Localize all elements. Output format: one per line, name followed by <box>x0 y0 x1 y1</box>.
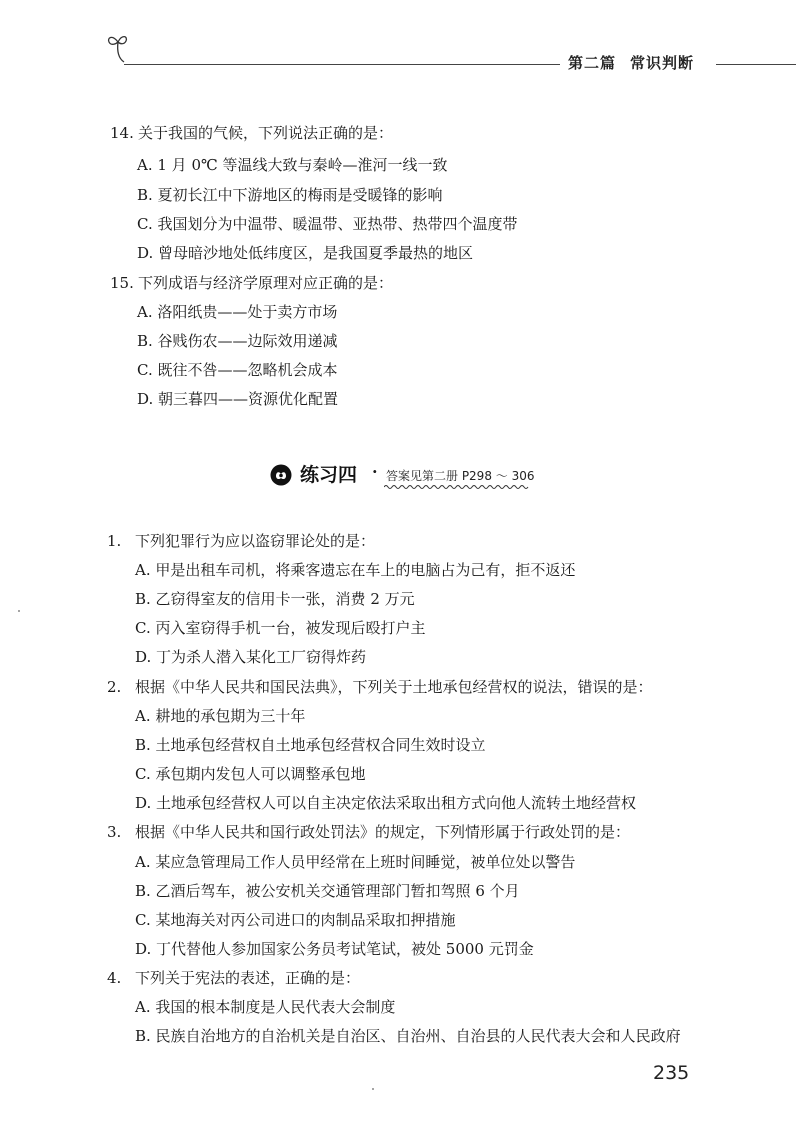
flower-badge-icon <box>270 464 292 486</box>
header-title <box>568 52 694 73</box>
question-stem <box>107 968 360 988</box>
option-item: A. 某应急管理局工作人员甲经常在上班时间睡觉，被单位处以警告 <box>135 853 576 871</box>
wavy-underline <box>384 484 530 490</box>
section-separator: · <box>372 462 378 481</box>
option-item: A. 我国的根本制度是人民代表大会制度 <box>135 998 396 1016</box>
question-number: 4. <box>107 969 122 987</box>
option-item: C. 承包期内发包人可以调整承包地 <box>135 765 366 783</box>
option-item: D. 丁为杀人潜入某化工厂窃得炸药 <box>135 648 367 666</box>
option-item: B. 谷贱伤农——边际效用递减 <box>137 332 338 350</box>
question-number: 1. <box>107 532 122 550</box>
option-item: B. 夏初长江中下游地区的梅雨是受暖锋的影响 <box>137 186 443 204</box>
option-item: D. 土地承包经营权人可以自主决定依法采取出租方式向他人流转土地经营权 <box>135 794 637 812</box>
option-item: D. 朝三暮四——资源优化配置 <box>137 390 339 408</box>
question-number: 2. <box>107 678 122 696</box>
header-part: 第二篇 <box>568 54 617 72</box>
option-item: B. 乙窃得室友的信用卡一张，消费 2 万元 <box>135 590 415 608</box>
option-item: B. 乙酒后驾车，被公安机关交通管理部门暂扣驾照 6 个月 <box>135 882 520 900</box>
option-item: A. 洛阳纸贵——处于卖方市场 <box>137 303 338 321</box>
question-text: 下列关于宪法的表述，正确的是： <box>135 969 361 987</box>
section-title: 练习四 <box>300 464 358 486</box>
scan-speck <box>18 610 20 612</box>
question-text: 关于我国的气候，下列说法正确的是： <box>138 124 394 142</box>
question-text: 根据《中华人民共和国行政处罚法》的规定，下列情形属于行政处罚的是： <box>135 823 631 841</box>
option-item: A. 1 月 0℃ 等温线大致与秦岭—淮河一线一致 <box>137 156 448 174</box>
answer-reference: 答案见第二册 P298 ～ 306 <box>386 469 535 483</box>
option-item: C. 某地海关对丙公司进口的肉制品采取扣押措施 <box>135 911 456 929</box>
question-stem <box>110 123 393 143</box>
question-text: 根据《中华人民共和国民法典》，下列关于土地承包经营权的说法，错误的是： <box>135 678 653 696</box>
header-rule-right <box>716 64 796 65</box>
option-item: B. 土地承包经营权自土地承包经营权合同生效时设立 <box>135 736 486 754</box>
option-item: A. 耕地的承包期为三十年 <box>135 707 306 725</box>
question-stem <box>107 822 630 842</box>
header-rule-left <box>124 64 560 65</box>
question-stem <box>107 677 653 697</box>
option-item: B. 民族自治地方的自治机关是自治区、自治州、自治县的人民代表大会和人民政府 <box>135 1027 681 1045</box>
question-number: 3. <box>107 823 122 841</box>
question-stem <box>110 273 393 293</box>
question-text: 下列成语与经济学原理对应正确的是： <box>138 274 394 292</box>
question-stem <box>107 531 375 551</box>
option-item: D. 丁代替他人参加国家公务员考试笔试，被处 5000 元罚金 <box>135 940 534 958</box>
header-section-title: 常识判断 <box>630 54 695 72</box>
question-number: 14. <box>110 124 134 142</box>
page-header <box>0 30 800 80</box>
page-number: 235 <box>653 1062 690 1084</box>
question-number: 15. <box>110 274 134 292</box>
option-item: D. 曾母暗沙地处低纬度区，是我国夏季最热的地区 <box>137 244 474 262</box>
sprout-icon <box>106 32 130 66</box>
option-item: C. 既往不咎——忽略机会成本 <box>137 361 338 379</box>
option-item: C. 丙入室窃得手机一台，被发现后殴打户主 <box>135 619 426 637</box>
option-item: C. 我国划分为中温带、暖温带、亚热带、热带四个温度带 <box>137 215 518 233</box>
question-text: 下列犯罪行为应以盗窃罪论处的是： <box>135 532 376 550</box>
scan-speck <box>372 1088 374 1090</box>
option-item: A. 甲是出租车司机，将乘客遗忘在车上的电脑占为己有，拒不返还 <box>135 561 576 579</box>
